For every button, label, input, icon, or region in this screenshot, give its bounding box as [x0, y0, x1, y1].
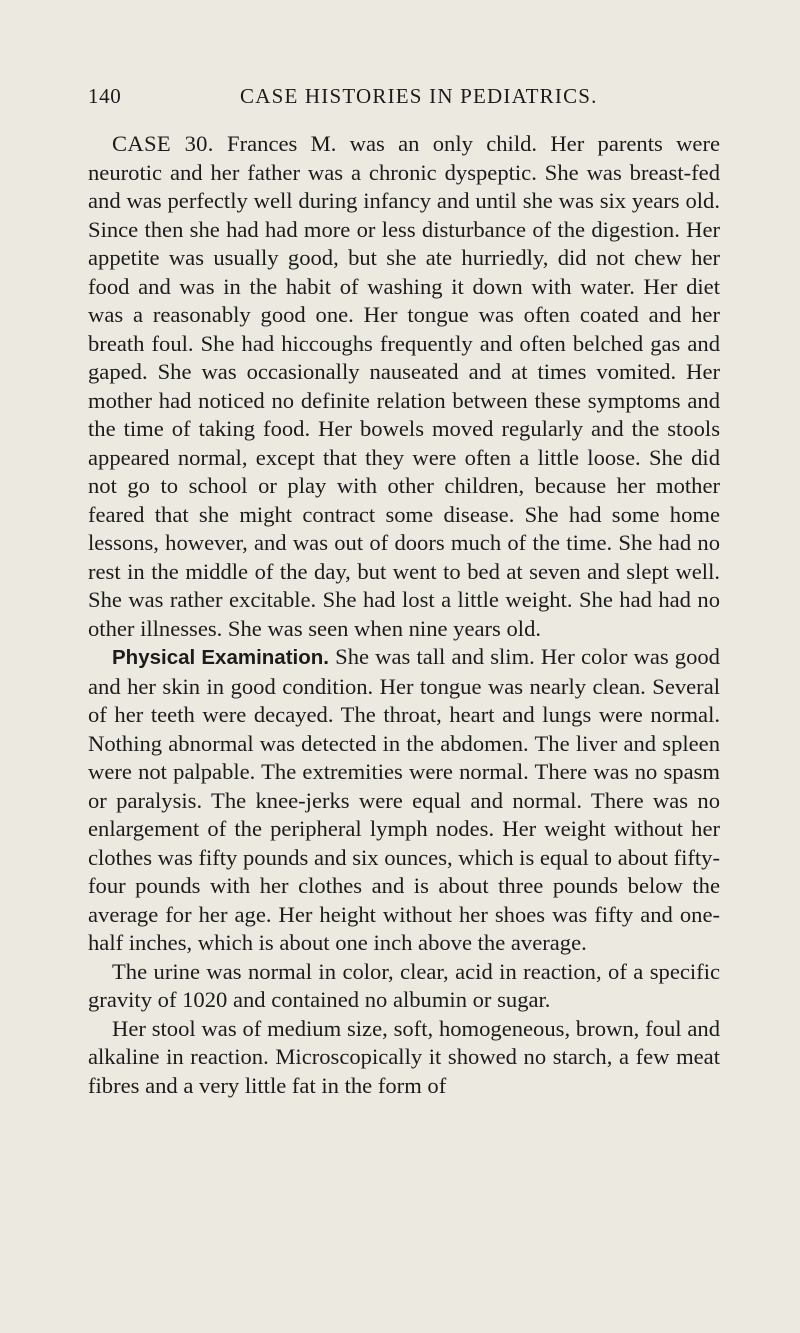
case-history-paragraph — [88, 130, 720, 643]
stool-paragraph: Her stool was of medium size, soft, homogeneous, brown, foul and alkaline in reaction. Microscopically it showed no starch, a few meat fibres and a very little fat in the form of — [88, 1015, 720, 1098]
running-head — [88, 84, 718, 112]
case-label: CASE 30. — [112, 131, 214, 156]
urine-paragraph: The urine was normal in color, clear, acid in reaction, of a specific gravity of 1020 and contained no albumin or sugar. — [88, 958, 720, 1012]
physical-examination-text: She was tall and slim. Her color was good and her skin in good condition. Her tongue was nearly clean. Several of her teeth were decayed. The throat, heart and lungs were normal. Nothing abnormal was detected in the abdomen. The liver and spleen were not palpable. The extremities were normal. There was no spasm or paralysis. The knee-jerks were equal and normal. There was no enlargement of the peripheral lymph nodes. Her weight without her clothes was fifty pounds and six ounces, which is equal to about fifty-four pounds with her clothes and is about three pounds below the average for her age. Her height without her shoes was fifty and one-half inches, which is about one inch above the average. — [88, 644, 720, 955]
physical-examination-heading: Physical Examination. — [112, 646, 329, 669]
page-number: 140 — [88, 84, 122, 108]
case-text — [88, 130, 720, 1100]
running-title: CASE HISTORIES IN PEDIATRICS. — [240, 84, 598, 108]
case-history-text: Frances M. was an only child. Her parents were neurotic and her father was a chronic dyspeptic. She was breast-fed and was perfectly well during infancy and until she was six years old. Since then she had had more or less disturbance of the digestion. Her appetite was usually good, but she ate hurriedly, did not chew her food and was in the habit of washing it down with water. Her diet was a reasonably good one. Her tongue was often coated and her breath foul. She had hiccoughs frequently and often belched gas and gaped. She was occasionally nauseated and at times vomited. Her mother had noticed no definite relation between these symptoms and the time of taking food. Her bowels moved regularly and the stools appeared normal, except that they were often a little loose. She did not go to school or play with other children, because her mother feared that she might contract some disease. She had some home lessons, however, and was out of doors much of the time. She had no rest in the middle of the day, but went to bed at seven and slept well. She was rather excitable. She had lost a little weight. She had had no other illnesses. She was seen when nine years old. — [88, 131, 720, 641]
physical-examination-paragraph — [88, 643, 720, 958]
